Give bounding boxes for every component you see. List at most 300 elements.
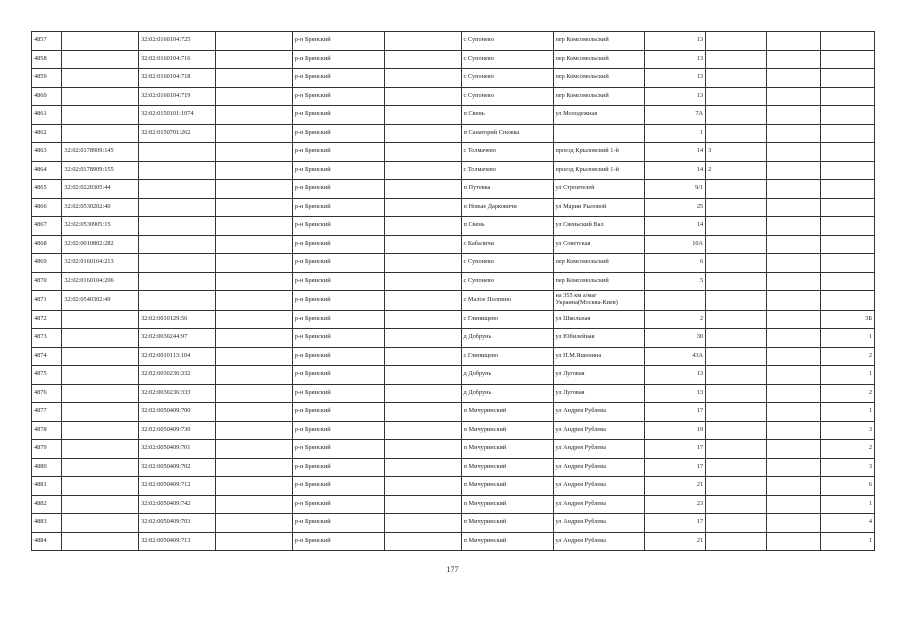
cadastral-number-b-cell: 32:02:0030236:333 [139,384,216,403]
table-row [32,310,875,329]
building-cell [706,69,767,88]
empty-cell [215,291,292,311]
table-row [32,477,875,496]
row-number-cell: 4860 [32,87,62,106]
empty-cell [215,272,292,291]
empty-cell [215,421,292,440]
table-body [32,32,875,551]
empty-cell [215,532,292,551]
settlement-cell: п Свень [461,106,553,125]
table-row [32,440,875,459]
building-cell [706,421,767,440]
cadastral-number-b-cell: 32:02:0150701:262 [139,124,216,143]
house-number-cell: 14 [645,161,706,180]
street-cell: ул Андрея Рублева [553,477,645,496]
row-number-cell: 4867 [32,217,62,236]
row-number-cell: 4865 [32,180,62,199]
empty-cell [215,495,292,514]
district-cell: р-н Брянский [292,217,384,236]
empty-cell [384,532,461,551]
building-cell [706,495,767,514]
settlement-cell: п Новые Дарковичи [461,198,553,217]
cadastral-number-b-cell: 32:02:0050409:742 [139,495,216,514]
cadastral-number-b-cell: 32:02:0160104:718 [139,69,216,88]
empty-cell [766,32,821,51]
house-number-cell: 13 [645,32,706,51]
settlement-cell: п Мичуринский [461,532,553,551]
district-cell: р-н Брянский [292,180,384,199]
street-cell: ул Свеньский Вал [553,217,645,236]
house-number-cell: 13 [645,366,706,385]
row-number-cell: 4882 [32,495,62,514]
street-cell: пер Комсомольский [553,87,645,106]
apartment-cell [821,161,875,180]
settlement-cell: с Супонево [461,87,553,106]
building-cell [706,291,767,311]
cadastral-number-b-cell [139,161,216,180]
street-cell: ул Андрея Рублева [553,458,645,477]
cadastral-number-b-cell [139,272,216,291]
house-number-cell: 17 [645,458,706,477]
table-row [32,235,875,254]
cadastral-number-a-cell [62,124,139,143]
empty-cell [215,384,292,403]
table-row [32,254,875,273]
row-number-cell: 4858 [32,50,62,69]
cadastral-number-a-cell: 32:02:0010802:282 [62,235,139,254]
empty-cell [384,421,461,440]
cadastral-number-a-cell: 32:02:0540302:49 [62,291,139,311]
district-cell: р-н Брянский [292,421,384,440]
cadastral-number-b-cell: 32:02:0030236:332 [139,366,216,385]
cadastral-number-b-cell: 32:02:0050409:700 [139,403,216,422]
cadastral-number-b-cell: 32:02:0050409:701 [139,440,216,459]
empty-cell [384,477,461,496]
house-number-cell: 23 [645,495,706,514]
row-number-cell: 4870 [32,272,62,291]
house-number-cell: 21 [645,477,706,496]
settlement-cell: п Санаторий Снежка [461,124,553,143]
cadastral-number-a-cell [62,384,139,403]
street-cell: на 355 км а/маг Украина(Москва-Киев) [553,291,645,311]
row-number-cell: 4883 [32,514,62,533]
empty-cell [384,254,461,273]
district-cell: р-н Брянский [292,32,384,51]
cadastral-number-a-cell [62,106,139,125]
building-cell [706,403,767,422]
apartment-cell [821,254,875,273]
building-cell [706,272,767,291]
row-number-cell: 4876 [32,384,62,403]
empty-cell [215,235,292,254]
building-cell [706,124,767,143]
apartment-cell [821,32,875,51]
cadastral-number-a-cell: 32:02:0160104:206 [62,272,139,291]
house-number-cell: 17 [645,403,706,422]
settlement-cell: п Путевка [461,180,553,199]
empty-cell [766,310,821,329]
empty-cell [215,403,292,422]
building-cell [706,50,767,69]
district-cell: р-н Брянский [292,143,384,162]
empty-cell [766,50,821,69]
cadastral-number-a-cell: 32:02:0530905:15 [62,217,139,236]
district-cell: р-н Брянский [292,310,384,329]
cadastral-number-a-cell [62,69,139,88]
cadastral-number-a-cell [62,366,139,385]
cadastral-number-a-cell [62,514,139,533]
building-cell: 2 [706,161,767,180]
empty-cell [215,69,292,88]
row-number-cell: 4863 [32,143,62,162]
house-number-cell: 14 [645,217,706,236]
cadastral-number-a-cell [62,329,139,348]
empty-cell [215,329,292,348]
apartment-cell [821,217,875,236]
empty-cell [215,458,292,477]
district-cell: р-н Брянский [292,403,384,422]
settlement-cell: п Мичуринский [461,440,553,459]
district-cell: р-н Брянский [292,69,384,88]
row-number-cell: 4868 [32,235,62,254]
row-number-cell: 4861 [32,106,62,125]
cadastral-number-a-cell: 32:02:0178909:145 [62,143,139,162]
table-row [32,87,875,106]
empty-cell [215,32,292,51]
street-cell: ул Молодежная [553,106,645,125]
cadastral-number-b-cell [139,180,216,199]
empty-cell [766,217,821,236]
apartment-cell [821,106,875,125]
empty-cell [766,143,821,162]
empty-cell [384,69,461,88]
table-row [32,106,875,125]
settlement-cell: с Супонево [461,50,553,69]
empty-cell [766,106,821,125]
cadastral-number-b-cell: 32:02:0010113:104 [139,347,216,366]
cadastral-number-a-cell [62,310,139,329]
building-cell [706,254,767,273]
cadastral-number-b-cell: 32:02:0050409:702 [139,458,216,477]
empty-cell [384,458,461,477]
cadastral-number-a-cell [62,32,139,51]
settlement-cell: д Добрунь [461,366,553,385]
district-cell: р-н Брянский [292,161,384,180]
empty-cell [384,235,461,254]
settlement-cell: п Мичуринский [461,477,553,496]
empty-cell [766,403,821,422]
empty-cell [766,384,821,403]
empty-cell [384,291,461,311]
building-cell [706,514,767,533]
table-row [32,32,875,51]
empty-cell [384,87,461,106]
street-cell: ул Андрея Рублева [553,440,645,459]
cadastral-number-a-cell [62,347,139,366]
settlement-cell: с Малое Полпино [461,291,553,311]
street-cell: ул Марии Рыловой [553,198,645,217]
empty-cell [384,50,461,69]
district-cell: р-н Брянский [292,106,384,125]
district-cell: р-н Брянский [292,532,384,551]
street-cell: ул Юбилейная [553,329,645,348]
empty-cell [384,106,461,125]
district-cell: р-н Брянский [292,366,384,385]
row-number-cell: 4877 [32,403,62,422]
cadastral-number-a-cell [62,532,139,551]
registry-table [31,31,875,551]
apartment-cell: 1 [821,403,875,422]
empty-cell [766,180,821,199]
row-number-cell: 4875 [32,366,62,385]
building-cell [706,440,767,459]
house-number-cell: 6 [645,254,706,273]
house-number-cell: 14 [645,143,706,162]
empty-cell [766,87,821,106]
cadastral-number-b-cell [139,254,216,273]
street-cell: ул Луговая [553,384,645,403]
apartment-cell: 1 [821,495,875,514]
cadastral-number-b-cell: 32:02:0050409:713 [139,532,216,551]
settlement-cell: с Супонево [461,32,553,51]
table-row [32,124,875,143]
street-cell: ул Луговая [553,366,645,385]
cadastral-number-a-cell: 32:02:0160104:213 [62,254,139,273]
cadastral-number-b-cell: 32:02:0160104:716 [139,50,216,69]
house-number-cell: 19 [645,421,706,440]
district-cell: р-н Брянский [292,329,384,348]
cadastral-number-b-cell: 32:02:0050409:730 [139,421,216,440]
empty-cell [384,440,461,459]
empty-cell [384,366,461,385]
house-number-cell: 7А [645,106,706,125]
building-cell [706,347,767,366]
empty-cell [384,143,461,162]
house-number-cell: 17 [645,440,706,459]
table-row [32,180,875,199]
district-cell: р-н Брянский [292,235,384,254]
empty-cell [215,198,292,217]
street-cell: ул Школьная [553,310,645,329]
table-row [32,69,875,88]
building-cell [706,235,767,254]
empty-cell [766,69,821,88]
cadastral-number-a-cell: 32:02:0220305:44 [62,180,139,199]
street-cell: ул Андрея Рублева [553,514,645,533]
row-number-cell: 4872 [32,310,62,329]
district-cell: р-н Брянский [292,50,384,69]
apartment-cell: 3Б [821,310,875,329]
table-row [32,384,875,403]
empty-cell [384,198,461,217]
building-cell [706,310,767,329]
settlement-cell: с Супонево [461,254,553,273]
house-number-cell: 13 [645,50,706,69]
empty-cell [384,310,461,329]
cadastral-number-a-cell: 32:02:0530202:40 [62,198,139,217]
settlement-cell: п Свень [461,217,553,236]
empty-cell [215,50,292,69]
district-cell: р-н Брянский [292,124,384,143]
building-cell [706,329,767,348]
apartment-cell [821,69,875,88]
street-cell: ул П.М.Яшенина [553,347,645,366]
district-cell: р-н Брянский [292,514,384,533]
empty-cell [384,384,461,403]
street-cell: ул Андрея Рублева [553,495,645,514]
cadastral-number-b-cell [139,198,216,217]
street-cell: проезд Крыловский 1-й [553,161,645,180]
apartment-cell [821,143,875,162]
cadastral-number-b-cell: 32:02:0050409:712 [139,477,216,496]
building-cell [706,458,767,477]
settlement-cell: с Кабаличи [461,235,553,254]
row-number-cell: 4878 [32,421,62,440]
apartment-cell [821,50,875,69]
row-number-cell: 4859 [32,69,62,88]
district-cell: р-н Брянский [292,198,384,217]
house-number-cell: 30 [645,329,706,348]
empty-cell [766,347,821,366]
table-row [32,458,875,477]
cadastral-number-a-cell [62,440,139,459]
house-number-cell: 13 [645,384,706,403]
house-number-cell: 10А [645,235,706,254]
table-row [32,366,875,385]
empty-cell [766,477,821,496]
empty-cell [215,514,292,533]
empty-cell [766,514,821,533]
empty-cell [384,161,461,180]
apartment-cell [821,198,875,217]
cadastral-number-a-cell [62,403,139,422]
cadastral-number-a-cell [62,87,139,106]
empty-cell [384,124,461,143]
apartment-cell: 3 [821,421,875,440]
district-cell: р-н Брянский [292,291,384,311]
building-cell [706,198,767,217]
street-cell: ул Андрея Рублева [553,403,645,422]
street-cell: ул Советская [553,235,645,254]
empty-cell [215,477,292,496]
settlement-cell: с Глинищево [461,347,553,366]
cadastral-number-a-cell: 32:02:0178909:155 [62,161,139,180]
table-row [32,272,875,291]
cadastral-number-a-cell [62,50,139,69]
settlement-cell: д Добрунь [461,329,553,348]
empty-cell [766,124,821,143]
empty-cell [384,403,461,422]
cadastral-number-a-cell [62,458,139,477]
building-cell [706,366,767,385]
apartment-cell: 4 [821,514,875,533]
table-row [32,50,875,69]
empty-cell [384,32,461,51]
cadastral-number-b-cell [139,217,216,236]
settlement-cell: с Супонево [461,272,553,291]
empty-cell [766,235,821,254]
building-cell [706,32,767,51]
apartment-cell [821,180,875,199]
settlement-cell: с Толмачево [461,143,553,162]
house-number-cell: 25 [645,198,706,217]
cadastral-number-b-cell: 32:02:0160104:725 [139,32,216,51]
house-number-cell: 13 [645,69,706,88]
empty-cell [215,106,292,125]
house-number-cell: 43А [645,347,706,366]
apartment-cell: 3 [821,458,875,477]
house-number-cell: 13 [645,87,706,106]
cadastral-number-b-cell [139,291,216,311]
empty-cell [215,310,292,329]
street-cell [553,124,645,143]
row-number-cell: 4874 [32,347,62,366]
table-row [32,217,875,236]
empty-cell [766,254,821,273]
district-cell: р-н Брянский [292,440,384,459]
apartment-cell: 2 [821,440,875,459]
empty-cell [215,254,292,273]
empty-cell [766,198,821,217]
empty-cell [215,347,292,366]
street-cell: ул Андрея Рублева [553,532,645,551]
empty-cell [215,124,292,143]
district-cell: р-н Брянский [292,347,384,366]
table-row [32,329,875,348]
apartment-cell [821,87,875,106]
empty-cell [766,291,821,311]
empty-cell [215,87,292,106]
empty-cell [766,329,821,348]
empty-cell [384,272,461,291]
empty-cell [215,217,292,236]
cadastral-number-b-cell: 32:02:0150101:1074 [139,106,216,125]
empty-cell [215,143,292,162]
street-cell: пер Комсомольский [553,32,645,51]
street-cell: ул Андрея Рублева [553,421,645,440]
street-cell: пер Комсомольский [553,272,645,291]
cadastral-number-b-cell [139,143,216,162]
page-number: 177 [446,565,459,574]
empty-cell [384,329,461,348]
row-number-cell: 4864 [32,161,62,180]
apartment-cell [821,124,875,143]
empty-cell [766,440,821,459]
settlement-cell: с Толмачево [461,161,553,180]
street-cell: пер Комсомольский [553,69,645,88]
row-number-cell: 4862 [32,124,62,143]
house-number-cell: 9/1 [645,180,706,199]
cadastral-number-b-cell: 32:02:0030244:97 [139,329,216,348]
house-number-cell: 5 [645,272,706,291]
row-number-cell: 4880 [32,458,62,477]
row-number-cell: 4884 [32,532,62,551]
apartment-cell [821,272,875,291]
settlement-cell: п Мичуринский [461,514,553,533]
empty-cell [215,161,292,180]
apartment-cell: 2 [821,384,875,403]
building-cell [706,384,767,403]
empty-cell [766,366,821,385]
empty-cell [384,180,461,199]
settlement-cell: д Добрунь [461,384,553,403]
table-row [32,532,875,551]
apartment-cell [821,291,875,311]
row-number-cell: 4857 [32,32,62,51]
empty-cell [215,180,292,199]
house-number-cell: 17 [645,514,706,533]
empty-cell [384,495,461,514]
